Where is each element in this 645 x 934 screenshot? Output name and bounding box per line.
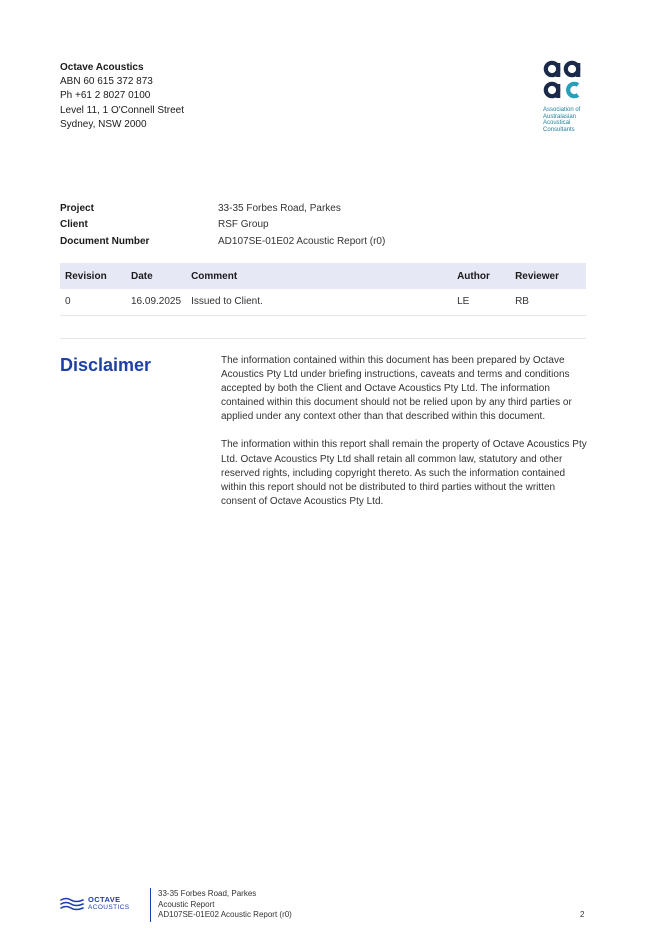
cell-comment: Issued to Client. [186,289,452,315]
client-label: Client [60,219,88,231]
footer-logo-text [88,896,130,911]
footer-separator [150,888,151,922]
project-value: 33-35 Forbes Road, Parkes [218,202,341,214]
header-reviewer: Reviewer [510,263,586,289]
aaac-text-line3: Acoustical [543,120,571,127]
meta-row-project [60,200,385,217]
aaac-monogram-icon [543,60,583,100]
document-number-label: Document Number [60,235,150,247]
footer-info [158,889,292,921]
cell-revision: 0 [60,289,126,315]
cell-reviewer: RB [510,289,586,315]
client-value: RSF Group [218,219,269,231]
company-address-line2: Sydney, NSW 2000 [60,118,147,130]
aaac-logo-text [543,107,587,133]
footer-document-number: AD107SE-01E02 Acoustic Report (r0) [158,910,292,919]
revision-table [60,263,586,316]
footer-logo-line1: OCTAVE [88,895,121,904]
footer-logo-line2: ACOUSTICS [88,903,130,911]
page-number: 2 [580,910,585,919]
octave-acoustics-logo [60,896,130,911]
project-label: Project [60,202,94,214]
aaac-logo [543,60,587,136]
company-details [60,61,184,132]
meta-row-client [60,217,385,234]
document-number-value: AD107SE-01E02 Acoustic Report (r0) [218,235,386,247]
footer-project: 33-35 Forbes Road, Parkes [158,889,257,898]
cell-date: 16.09.2025 [126,289,186,315]
company-address-line1: Level 11, 1 O'Connell Street [60,104,185,116]
company-abn: ABN 60 615 372 873 [60,76,153,88]
header-author: Author [452,263,510,289]
cell-author: LE [452,289,510,315]
section-divider [60,338,586,339]
disclaimer-title: Disclaimer [60,355,152,375]
revision-table-header [60,263,586,289]
footer-report-type: Acoustic Report [158,899,215,909]
document-meta [60,200,385,250]
aaac-text-line2: Australasian [543,113,577,120]
aaac-text-line1: Association of [543,107,581,113]
disclaimer-paragraph-2: The information within this report shall remain the property of Octave Acoustics Pty Ltd. Octave Acoustics Pty Ltd shall retain all common law, statutory and other reserved rights, including copyright thereto. As such the information contained within this report should not be distributed to third parties without the written consent of Octave Acoustics Pty Ltd. [221,439,587,507]
header-comment: Comment [186,263,452,289]
octave-waves-icon [60,897,84,911]
company-phone: Ph +61 2 8027 0100 [60,90,151,102]
table-row [60,289,586,315]
company-name: Octave Acoustics [60,62,144,73]
disclaimer-paragraph-1: The information contained within this document has been prepared by Octave Acoustics Pty Ltd under briefing instructions, caveats and terms and conditions accepted by both the Client and Octave Acoustics Pty Ltd. The information contained within this document should not be relied upon by any third parties or applied under any context other than that described within this document. [221,355,572,423]
aaac-text-line4: Consultants [543,126,575,133]
disclaimer-body [221,354,589,509]
meta-row-document-number [60,233,385,250]
header-date: Date [126,263,186,289]
header-revision: Revision [60,263,126,289]
